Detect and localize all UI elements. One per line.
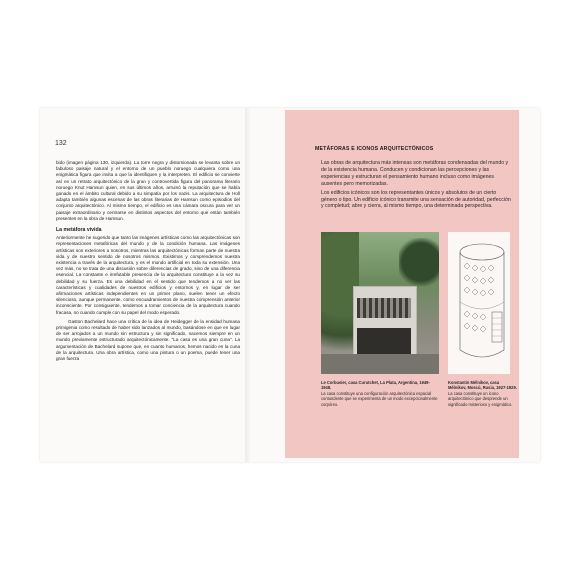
drawing-caption-text: La casa constituye un icono arquitectónico que desprende un significado misterioso y enigmático. [448, 390, 513, 407]
section-subheading: La metáfora vivida [56, 227, 102, 234]
sidebar-box-title: METÁFORAS E ICONOS ARQUITECTÓNICOS [315, 146, 434, 152]
axonometric-drawing [448, 232, 510, 374]
book-gutter [245, 108, 251, 462]
photo-caption [321, 380, 439, 407]
sidebar-paragraph-1: Las obras de arquitectura más intensas son metáforas condensadas del mundo y de la existencia humana. Conducen y condicionan las percepciones y las experiencias y estructuran el pensamiento humano incluso como imágenes ausentes pero memorizadas. [321, 160, 509, 187]
sidebar-box-body [321, 160, 511, 212]
photo-caption-text: La casa constituye una configuración arquitectónica espacial contundente que se experimenta de un modo excepcionalmente corpóreo. [321, 390, 438, 407]
sidebar-paragraph-2: Los edificios icónicos son los representantes únicos y absolutos de un cierto género o tipo. Un edificio icónico transmite una sensación de autoridad, perfección y completud; abre y cierra, al mismo tiempo, una determinada perspectiva. [321, 189, 511, 210]
drawing-caption [448, 380, 518, 407]
melnikov-house-drawing [448, 232, 510, 374]
photo-brise-soleil [357, 298, 411, 318]
photo-ground [321, 354, 439, 374]
left-paragraph-1: bido (imagen página 130, izquierda). La torre negra y distorsionada se levanta sobre un fabuloso paisaje natural y el entorno de un pueblo noruego cualquiera como una enigmática figura que invita a que la identifiquen y la interpreten. El edificio se convierte así en un retrato arquitectónico de la gran y controvertida figura del panorama literario noruego Knut Hamsun quien, en sus últimos años, arruinó la reputación que se había ganado en el ámbito cultural debido a su simpatía por los nazis. La arquitectura de Holl adapta también algunas escenas de las obras literarias de Hamsun como episodios del conjunto arquitectónico. Al mismo tiempo, el edificio es una cámara oscura para ver un paisaje extraordinario y centrarse en distintos aspectos del entorno que están también presentes en la obra de Hamsun. [56, 160, 240, 221]
photo-caption-title: Le Corbusier, casa Curutchet, La Plata, Argentina, 1949-1948. [321, 380, 430, 391]
photo-ground-floor [357, 328, 411, 354]
left-paragraph-2: Anteriormente he sugerido que tanto las imágenes artísticas como las arquitectónicas son representaciones metafóricas del mundo y de la condición humana. Las imágenes artísticas son exteriores a nosotros, mientras las arquitectónicas forman parte de nuestra vida y de nuestro sentido de nosotros mismos. Existimos y comprendemos nuestra existencia a través de la arquitectura, y es el mundo artificial en toda su extensión. Una vez más, no se trata de una discusión sobre diferencias de grado, sino de una diferencia esencial. La constante e irrefutable presencia de la arquitectura constituye a la vez su debilidad y su fuerza. Es una debilidad en el sentido que tendemos a no ver las características y cualidades de nuestros edificios y entornos y, en lugar de ser afirmaciones artísticas independientes en un primer plano, suelen tener un efecto silencioso, aunque permanente, como encuadramientos de nuestra comprensión anterior inconsciente. Por consiguiente, tendemos a tomar conciencia de la arquitectura cuando fracasa, no cuando cumple con su papel del modo esperado. [56, 235, 240, 315]
left-page-text [56, 160, 240, 365]
page-number: 132 [55, 140, 67, 147]
drawing-caption-title: Konstantin Mélnikov, casa Mélnikov, Moscú, Rusia, 1927-1929. [448, 380, 517, 391]
left-paragraph-3: Gaston Bachelard hace una crítica de la idea de Heidegger de la ensidad humana primigenia como resultado de haber sido lanzados al mundo, basándose en que en lugar de ser arrojados a un mundo sin estructura y sin significado, nacemos siempre en un mundo previamente estructurado arquitectónicamente. "La casa es una gran cuna". La argumentación de Bachelard supone que, en cuanto humanos, hemos nacido en la cuna de la arquitectura. Una obra artística, como una pintura o un poema, puede tener una gran fuerza [56, 318, 240, 362]
curutchet-house-photo [321, 232, 439, 374]
